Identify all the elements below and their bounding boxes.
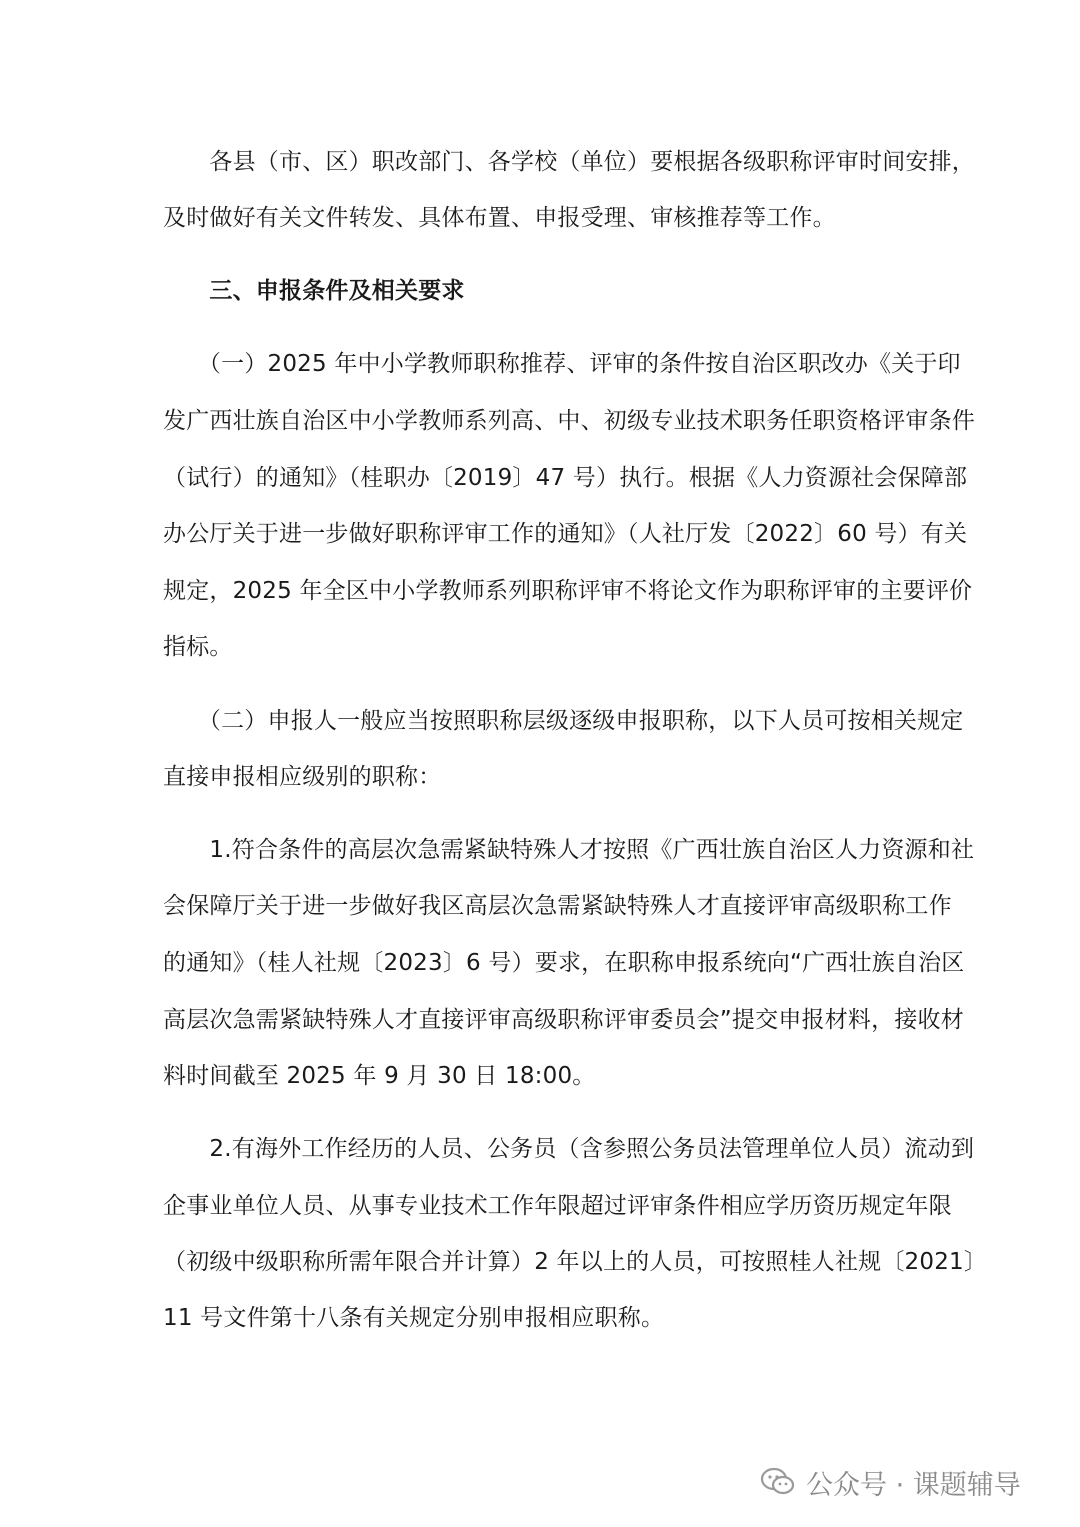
paragraph-line: 企事业单位人员、从事专业技术工作年限超过评审条件相应学历资历规定年限 bbox=[163, 1193, 952, 1219]
paragraph-line: （一）2025 年中小学教师职称推荐、评审的条件按自治区职改办《关于印 bbox=[163, 351, 961, 377]
wechat-icon bbox=[760, 1466, 796, 1498]
paragraph-line: 会保障厅关于进一步做好我区高层次急需紧缺特殊人才直接评审高级职称工作 bbox=[163, 893, 952, 919]
paragraph-line: 指标。 bbox=[163, 634, 233, 660]
paragraph-line: （初级中级职称所需年限合并计算）2 年以上的人员，可按照桂人社规〔2021〕 bbox=[163, 1249, 988, 1275]
paragraph-line: 及时做好有关文件转发、具体布置、申报受理、审核推荐等工作。 bbox=[163, 205, 836, 231]
paragraph-line: 1.符合条件的高层次急需紧缺特殊人才按照《广西壮族自治区人力资源和社 bbox=[163, 837, 975, 863]
paragraph-line: （二）申报人一般应当按照职称层级逐级申报职称，以下人员可按相关规定 bbox=[163, 708, 964, 734]
paragraph-line: 2.有海外工作经历的人员、公务员（含参照公务员法管理单位人员）流动到 bbox=[163, 1136, 975, 1162]
paragraph-line: 料时间截至 2025 年 9 月 30 日 18:00。 bbox=[163, 1063, 596, 1089]
paragraph-line: 规定，2025 年全区中小学教师系列职称评审不将论文作为职称评审的主要评价 bbox=[163, 578, 973, 604]
watermark-label: 公众号 · 课题辅导 bbox=[806, 1469, 1021, 1501]
paragraph-line: 发广西壮族自治区中小学教师系列高、中、初级专业技术职务任职资格评审条件 bbox=[163, 408, 975, 434]
watermark bbox=[760, 1462, 1021, 1502]
paragraph-line: （试行）的通知》（桂职办〔2019〕47 号）执行。根据《人力资源社会保障部 bbox=[163, 465, 968, 491]
section-heading: 三、申报条件及相关要求 bbox=[163, 278, 465, 304]
paragraph-line: 办公厅关于进一步做好职称评审工作的通知》（人社厅发〔2022〕60 号）有关 bbox=[163, 521, 968, 547]
paragraph-line: 直接申报相应级别的职称： bbox=[163, 764, 442, 790]
paragraph-line: 高层次急需紧缺特殊人才直接评审高级职称评审委员会”提交申报材料，接收材 bbox=[163, 1007, 964, 1033]
paragraph-line: 各县（市、区）职改部门、各学校（单位）要根据各级职称评审时间安排， bbox=[163, 149, 975, 175]
paragraph-line: 11 号文件第十八条有关规定分别申报相应职称。 bbox=[163, 1305, 665, 1331]
paragraph-line: 的通知》（桂人社规〔2023〕6 号）要求，在职称申报系统向“广西壮族自治区 bbox=[163, 950, 965, 976]
